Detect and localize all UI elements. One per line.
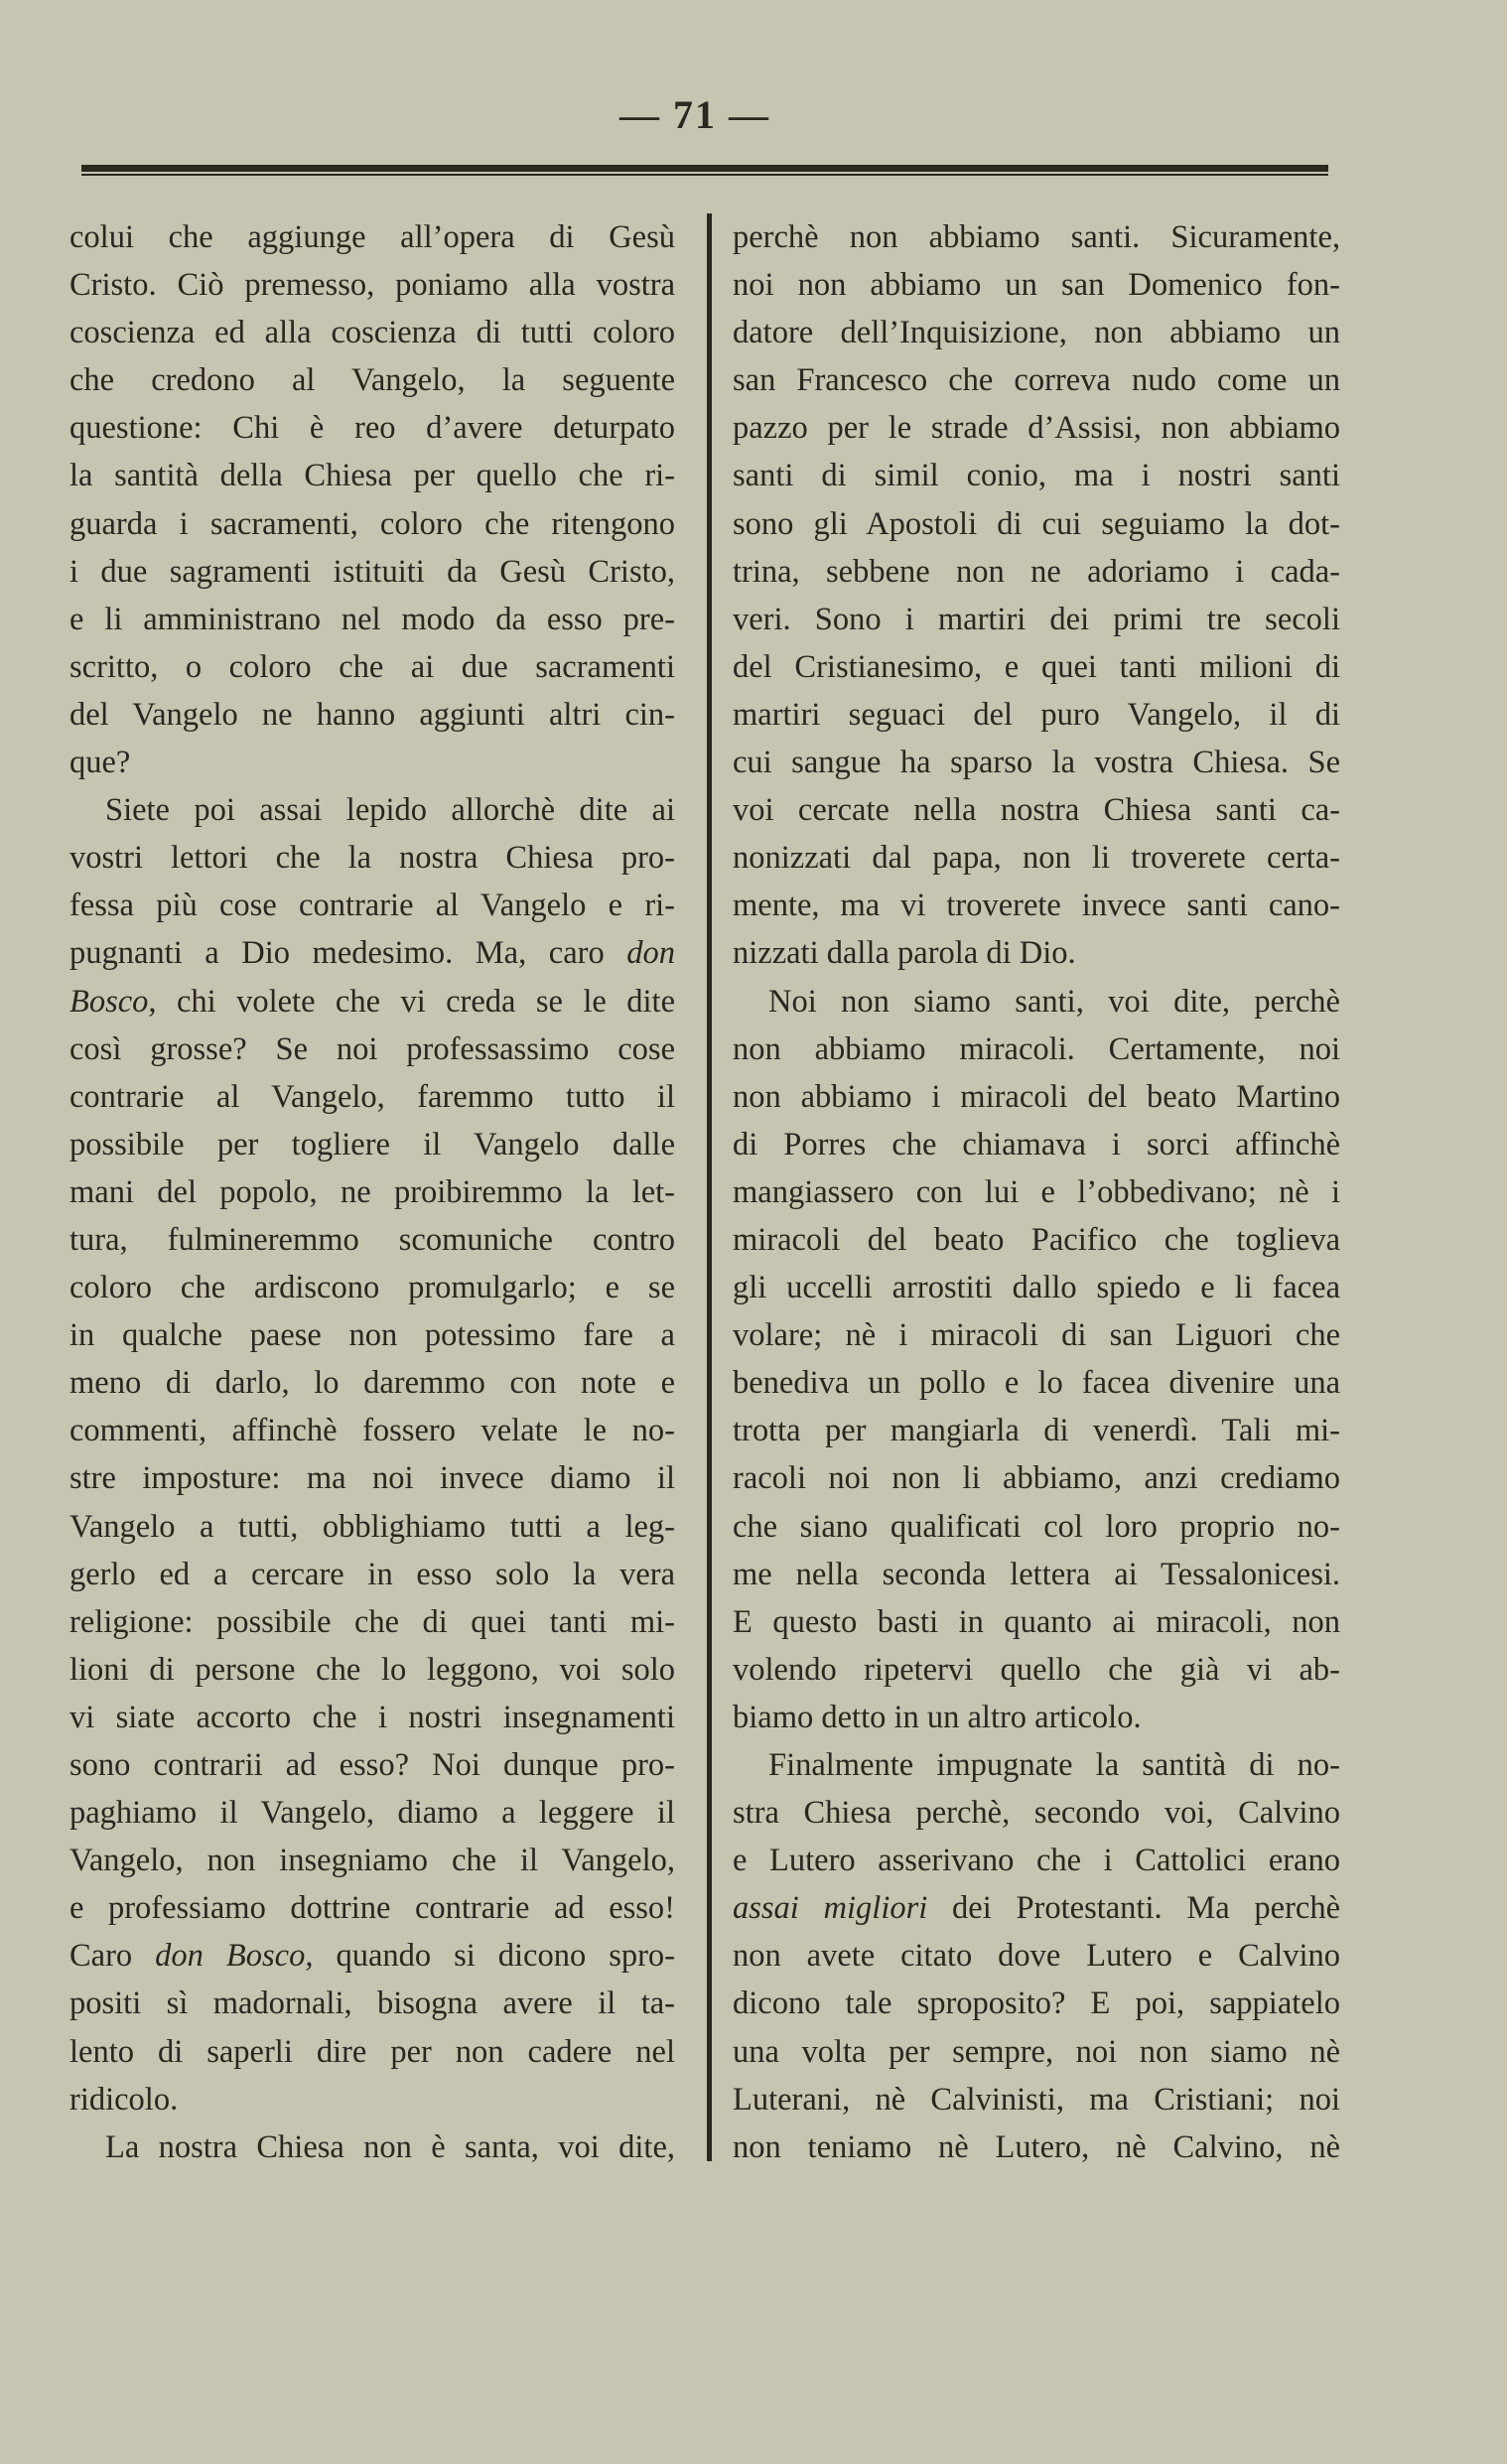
text-fragment: pugnanti a Dio medesimo. Ma, caro (69, 935, 605, 972)
text-line: martiri seguaci del puro Vangelo, il di (733, 696, 1340, 733)
text-line: così grosse? Se noi professassimo cose (69, 1030, 675, 1067)
text-line: nizzati dalla parola di Dio. (733, 935, 1076, 972)
text-line: veri. Sono i martiri dei primi tre secoli (733, 601, 1340, 637)
text-line: Cristo. Ciò premesso, poniamo alla vostra (69, 267, 675, 304)
text-line: la santità della Chiesa per quello che ri- (69, 458, 675, 494)
text-line: colui che aggiunge all’opera di Gesù (69, 219, 675, 255)
text-line: cui sangue ha sparso la vostra Chiesa. Se (733, 745, 1340, 781)
text-line: possibile per togliere il Vangelo dalle (69, 1126, 675, 1163)
italic-assai-migliori: assai migliori (733, 1890, 928, 1927)
text-fragment: quando si dicono spro- (313, 1938, 675, 1975)
text-line: lento di saperli dire per non cadere nel (69, 2033, 675, 2070)
left-column (69, 213, 675, 2171)
text-line: non teniamo nè Lutero, nè Calvino, nè (733, 2128, 1340, 2165)
column-divider (707, 213, 712, 2161)
text-line: mangiassero con lui e l’obbedivano; nè i (733, 1173, 1340, 1210)
italic-don-bosco: don Bosco, (155, 1938, 314, 1975)
text-line: una volta per sempre, noi non siamo nè (733, 2033, 1340, 2070)
paragraph-start-line: Finalmente impugnate la santità di no- (768, 1747, 1340, 1783)
text-line: santi di simil conio, ma i nostri santi (733, 458, 1340, 494)
text-line: biamo detto in un altro articolo. (733, 1699, 1142, 1735)
text-line: racoli noi non li abbiamo, anzi crediamo (733, 1460, 1340, 1497)
text-line: lioni di persone che lo leggono, voi solo (69, 1651, 675, 1688)
text-line: vi siate accorto che i nostri insegnamenti (69, 1699, 675, 1735)
text-line: voi cercate nella nostra Chiesa santi ca- (733, 792, 1340, 829)
text-line: e professiamo dottrine contrarie ad esso! (69, 1890, 675, 1927)
text-line: me nella seconda lettera ai Tessalonicesi. (733, 1556, 1340, 1592)
italic-bosco: Bosco, (69, 983, 157, 1020)
text-line: del Vangelo ne hanno aggiunti altri cin- (69, 696, 675, 733)
text-line: sono gli Apostoli di cui seguiamo la dot- (733, 505, 1340, 542)
paragraph-start-line: La nostra Chiesa non è santa, voi dite, (105, 2128, 675, 2165)
text-line (69, 978, 675, 1026)
text-line: ridicolo. (69, 2081, 179, 2118)
text-line: i due sagramenti istituiti da Gesù Cristo, (69, 553, 675, 590)
text-line: di Porres che chiamava i sorci affinchè (733, 1126, 1340, 1163)
text-line: coscienza ed alla coscienza di tutti coloro (69, 315, 675, 351)
text-line: stra Chiesa perchè, secondo voi, Calvino (733, 1795, 1340, 1832)
text-line (69, 929, 675, 977)
text-line: trina, sebbene non ne adoriamo i cada- (733, 553, 1340, 590)
text-line: e Lutero asserivano che i Cattolici erano (733, 1843, 1340, 1879)
text-line: positi sì madornali, bisogna avere il ta- (69, 1985, 675, 2022)
text-fragment: chi volete che vi creda se le dite (156, 983, 675, 1020)
text-line: meno di darlo, lo daremmo con note e (69, 1365, 675, 1402)
text-line: questione: Chi è reo d’avere deturpato (69, 410, 675, 447)
italic-don: don (626, 935, 675, 972)
text-line: san Francesco che correva nudo come un (733, 362, 1340, 399)
text-line: pazzo per le strade d’Assisi, non abbiamo (733, 410, 1340, 447)
text-line: volendo ripetervi quello che già vi ab- (733, 1651, 1340, 1688)
text-line: que? (69, 745, 131, 781)
text-line: mani del popolo, ne proibiremmo la let- (69, 1173, 675, 1210)
text-fragment: Caro (69, 1938, 133, 1975)
text-line: non avete citato dove Lutero e Calvino (733, 1938, 1340, 1975)
text-line: Vangelo a tutti, obblighiamo tutti a leg- (69, 1508, 675, 1545)
text-line: coloro che ardiscono promulgarlo; e se (69, 1270, 675, 1306)
text-line: e li amministrano nel modo da esso pre- (69, 601, 675, 637)
text-line: religione: possibile che di quei tanti mi- (69, 1603, 675, 1640)
text-line: gli uccelli arrostiti dallo spiedo e li facea (733, 1270, 1340, 1306)
text-line: paghiamo il Vangelo, diamo a leggere il (69, 1795, 675, 1832)
text-line (733, 1884, 1340, 1932)
text-line: commenti, affinchè fossero velate le no- (69, 1413, 675, 1449)
text-fragment: dei Protestanti. Ma perchè (927, 1890, 1340, 1927)
text-line: non abbiamo i miracoli del beato Martino (733, 1078, 1340, 1115)
text-line: vostri lettori che la nostra Chiesa pro- (69, 840, 675, 877)
text-line: trotta per mangiarla di venerdì. Tali mi- (733, 1413, 1340, 1449)
paragraph-start-line: Noi non siamo santi, voi dite, perchè (768, 983, 1340, 1020)
page-number: — 71 — (619, 92, 770, 137)
header-rule-thin (81, 174, 1328, 176)
text-line: nonizzati dal papa, non li troverete certa- (733, 840, 1340, 877)
text-line: dicono tale sproposito? E poi, sappiatelo (733, 1985, 1340, 2022)
text-line: che siano qualificati col loro proprio no- (733, 1508, 1340, 1545)
text-line: stre imposture: ma noi invece diamo il (69, 1460, 675, 1497)
text-line: in qualche paese non potessimo fare a (69, 1317, 675, 1354)
text-line: miracoli del beato Pacifico che toglieva (733, 1221, 1340, 1258)
text-line: fessa più cose contrarie al Vangelo e ri- (69, 888, 675, 924)
header-rule-thick (81, 165, 1328, 172)
text-line: gerlo ed a cercare in esso solo la vera (69, 1556, 675, 1592)
text-line: E questo basti in quanto ai miracoli, non (733, 1603, 1340, 1640)
text-line: tura, fulmineremmo scomuniche contro (69, 1221, 675, 1258)
text-line (69, 1932, 675, 1980)
text-line: del Cristianesimo, e quei tanti milioni di (733, 648, 1340, 685)
paragraph-start-line: Siete poi assai lepido allorchè dite ai (105, 792, 675, 829)
right-column (733, 213, 1340, 2171)
text-line: benediva un pollo e lo facea divenire una (733, 1365, 1340, 1402)
text-line: che credono al Vangelo, la seguente (69, 362, 675, 399)
header-rule (81, 165, 1328, 177)
text-line: contrarie al Vangelo, faremmo tutto il (69, 1078, 675, 1115)
text-line: sono contrarii ad esso? Noi dunque pro- (69, 1747, 675, 1783)
text-line: datore dell’Inquisizione, non abbiamo un (733, 315, 1340, 351)
text-line: noi non abbiamo un san Domenico fon- (733, 267, 1340, 304)
text-line: guarda i sacramenti, coloro che ritengono (69, 505, 675, 542)
text-line: perchè non abbiamo santi. Sicuramente, (733, 219, 1340, 255)
text-line: non abbiamo miracoli. Certamente, noi (733, 1030, 1340, 1067)
text-line: mente, ma vi troverete invece santi cano- (733, 888, 1340, 924)
text-line: volare; nè i miracoli di san Liguori che (733, 1317, 1340, 1354)
text-line: scritto, o coloro che ai due sacramenti (69, 648, 675, 685)
text-line: Luterani, nè Calvinisti, ma Cristiani; noi (733, 2081, 1340, 2118)
text-line: Vangelo, non insegniamo che il Vangelo, (69, 1843, 675, 1879)
